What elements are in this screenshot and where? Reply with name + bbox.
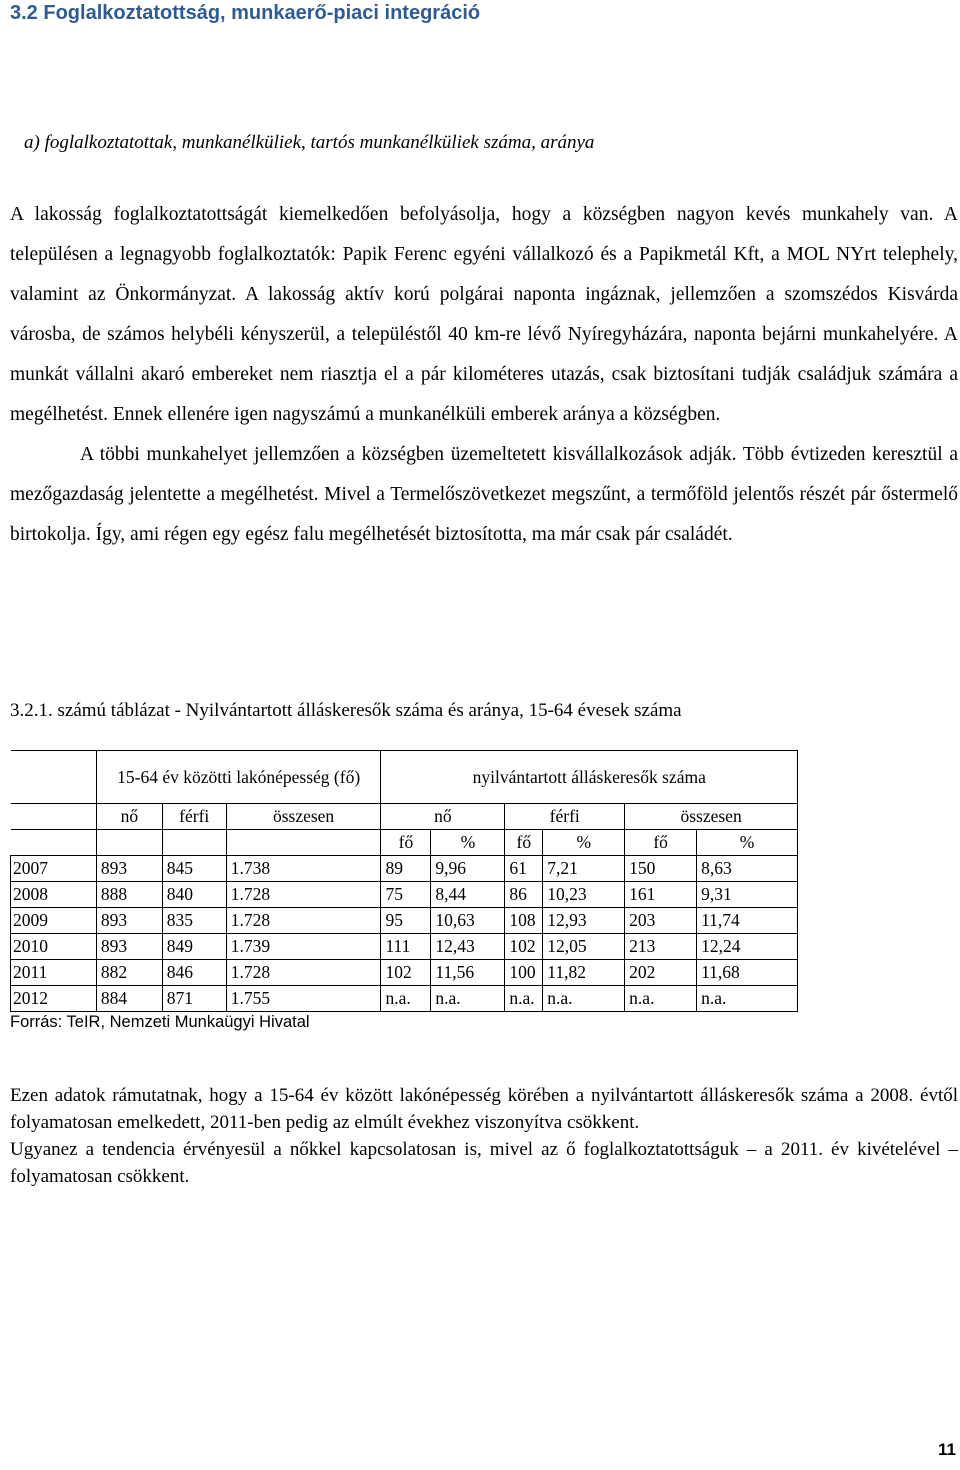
- value-cell: 86: [505, 882, 543, 908]
- value-cell: 835: [162, 908, 226, 934]
- value-cell: 845: [162, 856, 226, 882]
- table-unit-row: [11, 830, 798, 856]
- unit-cell: fő: [625, 830, 697, 856]
- subheader-cell: nő: [381, 804, 505, 830]
- year-cell: 2011: [11, 960, 97, 986]
- paragraph-workplaces: A többi munkahelyet jellemzően a községben üzemeltetett kisvállalkozások adják. Több évtizeden keresztül a mezőgazdaság jelentette a megélhetést. Mivel a Termelőszövetkezet megszűnt, a termőföld jelentős részét pár őstermelő birtokolja. Így, ami régen egy egész falu megélhetését biztosította, ma már csak pár családét.: [10, 444, 958, 545]
- year-cell: 2007: [11, 856, 97, 882]
- jobseekers-group-header: nyilvántartott álláskeresők száma: [381, 751, 798, 804]
- value-cell: n.a.: [431, 986, 505, 1012]
- value-cell: 7,21: [543, 856, 625, 882]
- table-row: [11, 856, 798, 882]
- value-cell: 884: [96, 986, 162, 1012]
- year-cell: 2012: [11, 986, 97, 1012]
- value-cell: 12,43: [431, 934, 505, 960]
- table-row: [11, 986, 798, 1012]
- value-cell: 9,96: [431, 856, 505, 882]
- value-cell: 846: [162, 960, 226, 986]
- value-cell: 150: [625, 856, 697, 882]
- year-cell: 2009: [11, 908, 97, 934]
- section-heading: 3.2 Foglalkoztatottság, munkaerő-piaci integráció: [10, 2, 481, 24]
- jobseekers-table: [10, 750, 798, 1012]
- value-cell: 11,68: [697, 960, 798, 986]
- value-cell: 95: [381, 908, 431, 934]
- value-cell: 893: [96, 856, 162, 882]
- empty-corner-cell: [11, 751, 97, 804]
- paragraph-employment: A lakosság foglalkoztatottságát kiemelkedően befolyásolja, hogy a községben nagyon kevés munkahely van. A településen a legnagyobb foglalkoztatók: Papik Ferenc egyéni vállalkozó és a Papikmetál Kft, a MOL NYrt telephely, valamint az Önkormányzat. A lakosság aktív korú polgárai naponta ingáznak, jellemzően a szomszédos Kisvárda városba, de számos helybéli kényszerül, a településtől 40 km-re lévő Nyíregyházára, naponta bejárni munkahelyére. A munkát vállalni akaró embereket nem riasztja el a pár kilométeres utazás, csak biztosítani tudják családjuk számára a megélhetést. Ennek ellenére igen nagyszámú a munkanélküli emberek aránya a községben.: [10, 204, 958, 425]
- value-cell: 12,93: [543, 908, 625, 934]
- value-cell: 882: [96, 960, 162, 986]
- value-cell: 12,24: [697, 934, 798, 960]
- value-cell: 102: [505, 934, 543, 960]
- unit-cell: fő: [505, 830, 543, 856]
- value-cell: 1.739: [226, 934, 381, 960]
- body-text: [10, 195, 958, 555]
- value-cell: 8,44: [431, 882, 505, 908]
- value-cell: 202: [625, 960, 697, 986]
- conclusion-text: [10, 1082, 958, 1190]
- value-cell: 161: [625, 882, 697, 908]
- value-cell: 8,63: [697, 856, 798, 882]
- value-cell: n.a.: [505, 986, 543, 1012]
- table-subheader-row: [11, 804, 798, 830]
- value-cell: 1.738: [226, 856, 381, 882]
- year-cell: 2010: [11, 934, 97, 960]
- value-cell: n.a.: [625, 986, 697, 1012]
- unit-cell: %: [543, 830, 625, 856]
- table-row: [11, 908, 798, 934]
- empty-cell: [226, 830, 381, 856]
- value-cell: 10,23: [543, 882, 625, 908]
- subsection-heading: a) foglalkoztatottak, munkanélküliek, tartós munkanélküliek száma, aránya: [24, 132, 595, 153]
- value-cell: 203: [625, 908, 697, 934]
- value-cell: 1.755: [226, 986, 381, 1012]
- year-cell: 2008: [11, 882, 97, 908]
- conclusion-paragraph-1: Ezen adatok rámutatnak, hogy a 15-64 év között lakónépesség körében a nyilvántartott álláskeresők száma a 2008. évtől folyamatosan emelkedett, 2011-ben pedig az elmúlt évekhez viszonyítva csökkent.: [10, 1085, 958, 1133]
- value-cell: 213: [625, 934, 697, 960]
- subheader-cell: férfi: [505, 804, 625, 830]
- subheader-cell: férfi: [162, 804, 226, 830]
- value-cell: 89: [381, 856, 431, 882]
- value-cell: 893: [96, 908, 162, 934]
- value-cell: n.a.: [543, 986, 625, 1012]
- unit-cell: %: [431, 830, 505, 856]
- table-source: Forrás: TeIR, Nemzeti Munkaügyi Hivatal: [10, 1013, 310, 1031]
- conclusion-paragraph-2: Ugyanez a tendencia érvényesül a nőkkel kapcsolatosan is, mivel az ő foglalkoztatottságuk – a 2011. év kivételével – folyamatosan csökkent.: [10, 1139, 958, 1187]
- value-cell: 10,63: [431, 908, 505, 934]
- value-cell: 111: [381, 934, 431, 960]
- value-cell: 108: [505, 908, 543, 934]
- table-caption: 3.2.1. számú táblázat - Nyilvántartott álláskeresők száma és aránya, 15-64 évesek száma: [10, 700, 682, 721]
- table-body: [11, 856, 798, 1012]
- empty-cell: [96, 830, 162, 856]
- value-cell: 1.728: [226, 908, 381, 934]
- population-group-header: 15-64 év közötti lakónépesség (fő): [96, 751, 381, 804]
- unit-cell: %: [697, 830, 798, 856]
- value-cell: 871: [162, 986, 226, 1012]
- value-cell: 61: [505, 856, 543, 882]
- value-cell: 888: [96, 882, 162, 908]
- value-cell: 849: [162, 934, 226, 960]
- subheader-cell: összesen: [226, 804, 381, 830]
- subheader-cell: nő: [96, 804, 162, 830]
- value-cell: 11,82: [543, 960, 625, 986]
- empty-cell: [162, 830, 226, 856]
- value-cell: 1.728: [226, 882, 381, 908]
- value-cell: 1.728: [226, 960, 381, 986]
- unit-cell: fő: [381, 830, 431, 856]
- table-header-row: [11, 751, 798, 804]
- value-cell: 11,74: [697, 908, 798, 934]
- value-cell: 893: [96, 934, 162, 960]
- value-cell: 840: [162, 882, 226, 908]
- value-cell: 11,56: [431, 960, 505, 986]
- table-row: [11, 882, 798, 908]
- table-row: [11, 934, 798, 960]
- empty-cell: [11, 804, 97, 830]
- page-number: 11: [938, 1440, 956, 1459]
- subheader-cell: összesen: [625, 804, 798, 830]
- table-row: [11, 960, 798, 986]
- value-cell: 9,31: [697, 882, 798, 908]
- empty-cell: [11, 830, 97, 856]
- value-cell: n.a.: [697, 986, 798, 1012]
- value-cell: 100: [505, 960, 543, 986]
- value-cell: 75: [381, 882, 431, 908]
- value-cell: n.a.: [381, 986, 431, 1012]
- value-cell: 12,05: [543, 934, 625, 960]
- value-cell: 102: [381, 960, 431, 986]
